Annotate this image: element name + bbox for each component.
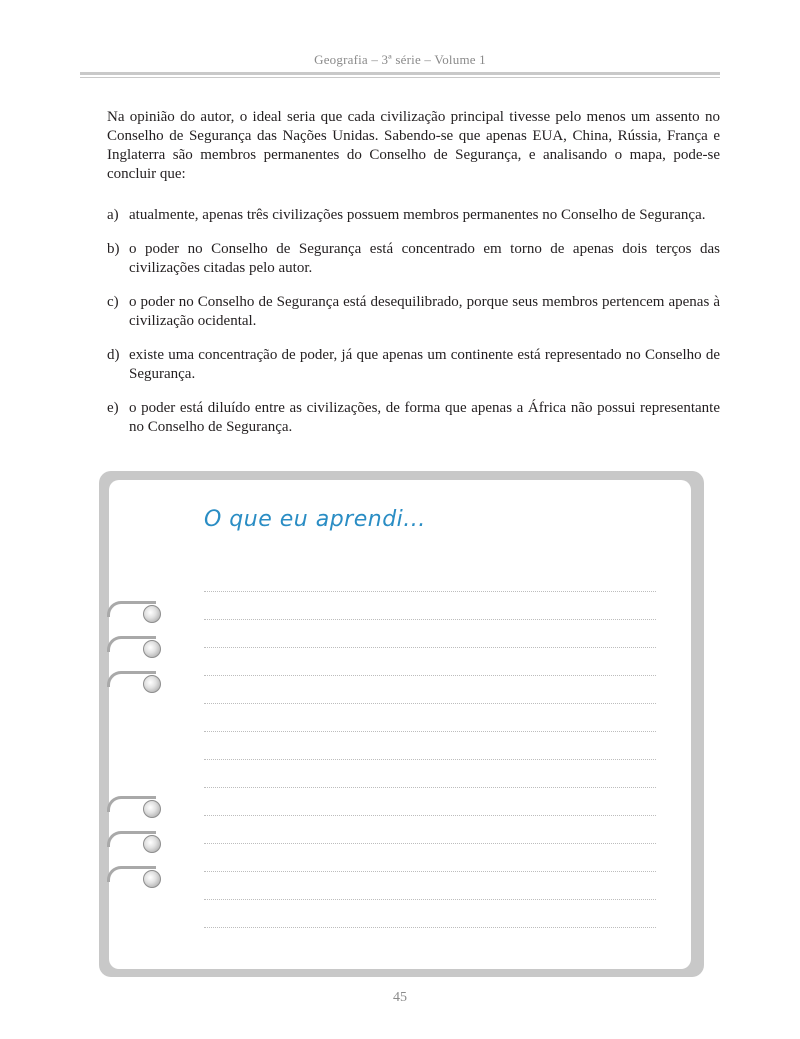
option-d bbox=[107, 346, 720, 384]
binder-ring-icon bbox=[107, 601, 167, 623]
option-text: o poder está diluído entre as civilizações, de forma que apenas a África não possui representante no Conselho de Segurança. bbox=[129, 400, 720, 435]
option-letter: a) bbox=[107, 207, 119, 223]
writing-line[interactable] bbox=[204, 760, 656, 788]
header-rule-thin bbox=[80, 77, 720, 78]
answer-options bbox=[107, 206, 720, 452]
binder-ring-icon bbox=[107, 796, 167, 818]
option-text: o poder no Conselho de Segurança está concentrado em torno de apenas dois terços das civilizações citadas pelo autor. bbox=[129, 241, 720, 276]
writing-lines bbox=[204, 564, 656, 928]
question-intro: Na opinião do autor, o ideal seria que cada civilização principal tivesse pelo menos um assento no Conselho de Segurança das Nações Unidas. Sabendo-se que apenas EUA, China, Rússia, França e Inglaterra são membros permanentes do Conselho de Segurança, e analisando o mapa, pode-se concluir que: bbox=[107, 109, 720, 182]
writing-line[interactable] bbox=[204, 844, 656, 872]
option-letter: c) bbox=[107, 294, 119, 310]
writing-line[interactable] bbox=[204, 788, 656, 816]
option-c bbox=[107, 293, 720, 331]
writing-line[interactable] bbox=[204, 676, 656, 704]
binder-ring-icon bbox=[107, 831, 167, 853]
writing-line[interactable] bbox=[204, 872, 656, 900]
option-a bbox=[107, 206, 720, 225]
writing-line[interactable] bbox=[204, 732, 656, 760]
option-b bbox=[107, 240, 720, 278]
binder-ring-icon bbox=[107, 866, 167, 888]
writing-line[interactable] bbox=[204, 900, 656, 928]
notebook-page bbox=[109, 480, 691, 969]
binder-ring-icon bbox=[107, 636, 167, 658]
writing-line[interactable] bbox=[204, 592, 656, 620]
option-letter: d) bbox=[107, 347, 120, 363]
option-text: atualmente, apenas três civilizações possuem membros permanentes no Conselho de Segurança. bbox=[129, 207, 706, 223]
header-rule bbox=[80, 72, 720, 75]
header-title: Geografia – 3ª série – Volume 1 bbox=[314, 52, 486, 67]
option-letter: b) bbox=[107, 241, 120, 257]
page-number: 45 bbox=[393, 990, 407, 1005]
binder-ring-icon bbox=[107, 671, 167, 693]
writing-line[interactable] bbox=[204, 704, 656, 732]
writing-line[interactable] bbox=[204, 816, 656, 844]
writing-line[interactable] bbox=[204, 648, 656, 676]
notebook-box bbox=[99, 471, 704, 977]
writing-line[interactable] bbox=[204, 620, 656, 648]
option-e bbox=[107, 399, 720, 437]
option-text: o poder no Conselho de Segurança está desequilibrado, porque seus membros pertencem apenas à civilização ocidental. bbox=[129, 294, 720, 329]
option-text: existe uma concentração de poder, já que apenas um continente está representado no Conselho de Segurança. bbox=[129, 347, 720, 382]
option-letter: e) bbox=[107, 400, 119, 416]
writing-line[interactable] bbox=[204, 564, 656, 592]
notebook-title: O que eu aprendi... bbox=[204, 507, 426, 532]
